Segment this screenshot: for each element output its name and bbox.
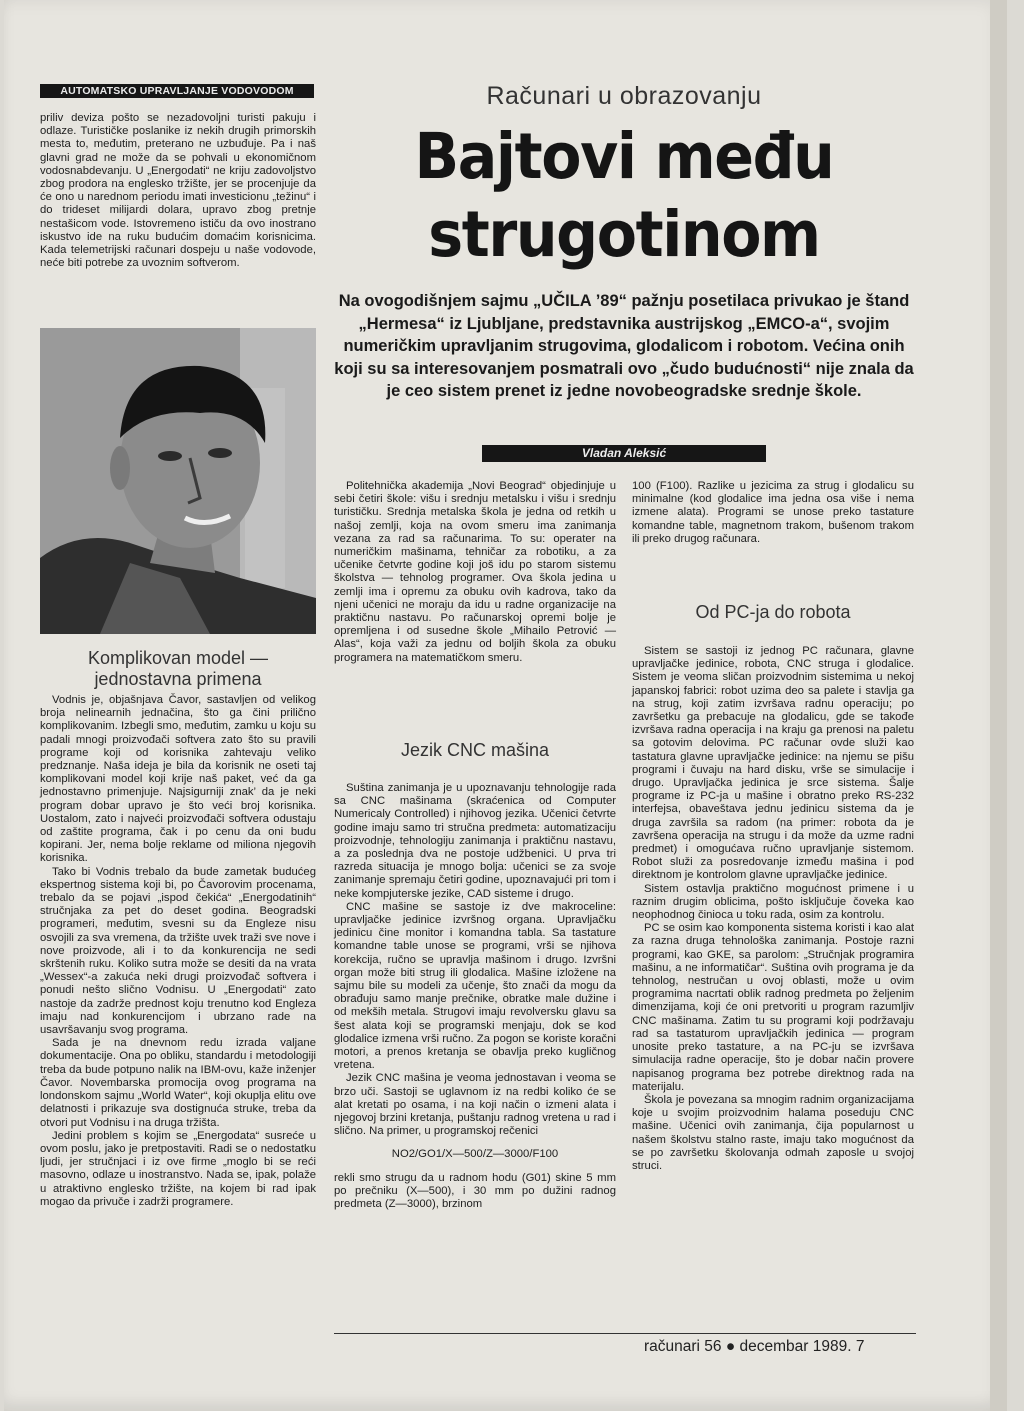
byline: Vladan Aleksić (482, 445, 766, 462)
section-tag: AUTOMATSKO UPRAVLJANJE VODOVODOM (40, 84, 314, 98)
right-paragraph: Sistem ostavlja praktično mogućnost primene i u raznim drugim oblicima, pošto isključuje čoveka kao neophodnog činioca u toku rada, osim za kontrolu. (632, 882, 914, 922)
headline-line-2: strugotinom (428, 198, 820, 271)
middle-column-continued (334, 782, 616, 1211)
footer-bullet: ● (725, 1338, 740, 1355)
right-paragraph: Sistem se sastoji iz jednog PC računara, glavne upravljačke jedinice, robota, CNC struga i glodalice. Sistem je veoma sličan proizvodnim sistemima u nekoj japanskoj fabrici: robot uzima deo sa palete i stavlja ga na strug, koji zatim izvršava radnu operaciju; po završetku ga prebacuje na glodalicu, gde se takođe izvršava radna operacija i na kraju ga prenosi na paletu sa gotovim delovima. PC računar ovde služi kao tastatura glavne upravljačke jedinice: na njemu se pišu programi i čuvaju na hard disku, vrše se simulacije i drugo. Upravljačka jedinica je srce sistema. Šalje programe iz PC-ja u mašine i obratno preko RS-232 interfejsa, obaveštava jednu jedinicu sistema da je druga završila sa radom (na primer: robota da je završena operacija na strugu i da može da uzme radni predmet) i omogućava ručno upravljanje sistemom. Robot služi za posredovanje između mašina i pod direktnom je kontrolom glavne upravljačke jedinice. (632, 645, 914, 882)
middle-paragraph: Politehnička akademija „Novi Beograd“ objedinjuje u sebi četiri škole: višu i srednju metalsku i višu i srednju turističku. Srednja metalska škola je jedna od retkih u našoj zemlji, koja na ovom smeru ima zanimanja vezana za rad sa računarima. To su: operater na numeričkim mašinama, tehničar za robotiku, a za učenike četvrte godine koji još idu po starom sistemu školstva — tehnolog programer. Ova škola jedina u zemlji ima i opremu za obuku ovih kadrova, tako da njeni učenici ne moraju da idu u radne organizacije na praktičnu nastavu. Po računarskoj opremi bolje je opremljena i od susedne škole „Mihailo Petrović — Alas“, koja važi za jednu od boljih škola za obuku programera na matematičkom smeru. (334, 480, 616, 664)
left-subheading: Komplikovan model — jednostavna primena (87, 648, 269, 689)
headline-line-1: Bajtovi među (414, 120, 834, 193)
middle-paragraph: CNC mašine se sastoje iz dve makroceline: upravljačke jedinice izvršnog organa. Upravljačku jedinicu čine monitor i komandna tabla. Sa tastature komandne table unose se programi, vrši se njihova korekcija, ručno se upravlja mašinom i drugo. Izvršni organ može biti strug ili glodalica. Mašine izložene na sajmu bile su modeli za učenje, što znači da mogu da obrađuju samo manje prečnike, obratke male dužine i od mekših metala. Strugovi imaju revolversku glavu sa šest alata koji se programski menjaju, dok se kod glodalice izmena vrši ručno. Za pogon se koriste koračni motori, a prenos kretanja se obavlja preko kugličnog vretena. (334, 900, 616, 1072)
footer (644, 1338, 865, 1356)
right-paragraph: Škola je povezana sa mnogim radnim organizacijama koje u svojim proizvodnim halama poseduju CNC mašine. Učenici ovih zanimanja, čija popularnost u našem školstvu stalno raste, imaju tako mogućnost da se po završetku školovanja odmah zaposle u svojoj struci. (632, 1093, 914, 1172)
code-line: NO2/GO1/X—500/Z—3000/F100 (391, 1148, 559, 1161)
right-intro-column (632, 480, 914, 546)
right-intro-text: 100 (F100). Razlike u jezicima za strug i glodalicu su minimalne (kod glodalice ima jedna osa više i nema izmene alata). Programi se unose preko tastature komandne table, magnetnom trakom, bušenom trakom ili preko drugog računara. (632, 480, 914, 545)
footer-date: decembar 1989. (739, 1338, 852, 1355)
page-edge (990, 0, 1007, 1411)
left-intro-column (40, 112, 316, 270)
left-paragraph: Sada je na dnevnom redu izrada valjane dokumentacije. Ona po obliku, standardu i metodologiji treba da bude potpuno nalik na IBM-ovu, kaže inženjer Čavor. Novembarska promocija ovog programa na londonskom sajmu „World Water“, koji okuplja elitu ove delatnosti i prikazuje sva dostignuća struke, treba da otvori put Vodnisu i na druga tržišta. (40, 1037, 316, 1129)
right-paragraph: PC se osim kao komponenta sistema koristi i kao alat za razna druga tehnološka zanimanja. Postoje razni programi, kao GKE, sa parolom: „Stručnjak programira mašinu, a ne informatičar“. Suština ovih programa je da tehnolog, nestručan u ovoj oblasti, može u ovim programima nacrtati oblik radnog predmeta po željenim dimenzijama, koji će oni pretvoriti u program razumljiv CNC mašinama. Zatim tu su programi koji podržavaju rad sa tastaturom upravljačkih jedinica — program unosite preko tastature, a na PC-ju se izvršava simulacija radne operacije, što je dobar način provere napisanog programa bez potrebe direktnog rada na materijalu. (632, 922, 914, 1093)
kicker: Računari u obrazovanju (486, 82, 762, 110)
left-paragraph: Vodnis je, objašnjava Čavor, sastavljen od velikog broja nelinearnih jednačina, što ga čini prilično komplikovanim. Izbegli smo, međutim, zamku u koju su padali mnogi proizvođači softvera zato što su pravili programe koji od korisnika zahtevaju veliko predznanje. Naša ideja je bila da korisnik ne oseti taj komplikovani model koji krije naš paket, već da ga jednostavno primenjuje. Najsigurniji znak’ da je neki program dobar upravo je što veći broj korisnika. Uostalom, zato i najveći proizvođači softvera odustaju od zaštite programa, čak i po cenu da oni budu kopirani. Jer, nema bolje reklame od miliona njegovih korisnika. (40, 694, 316, 865)
middle-paragraph: Suština zanimanja je u upoznavanju tehnologije rada sa CNC mašinama (skraćenica od Computer Numericaly Controlled) i njihovog jezika. Učenici četvrte godine imaju samo tri stručna predmeta: automatizaciju proizvodnje, tehnologiju zanimanja i praktičnu nastavu, a za poslednja dva ne postoje udžbenici. U prva tri razreda situacija je mnogo bolja: učenici se za svoje zanimanje spremaju četiri godine, upoznavajući pri tom i neke kompjuterske jezike, CAD sisteme i drugo. (334, 782, 616, 900)
left-paragraph: Tako bi Vodnis trebalo da bude zametak budućeg ekspertnog sistema koji bi, po Čavorovim procenama, trebalo da se pojavi „ispod čekića“ „Energodatinih“ stručnjaka za pet do deset godina. Beogradski programeri, međutim, svesni su da Engleze nisu osvojili za sva vremena, da tržište uvek traži sve nove i nove proizvode, ali i to da konkurencija ne sedi skrštenih ruku. Koliko sutra može se desiti da na vrata „Wessex“-a zakuća neki drugi proizvođač softvera i ponudi nešto slično Vodnisu. U „Energodati“ zato nastoje da zadrže prednost koju trenutno kod Engleza imaju nad konkurencijom i ubrzano rade na usavršavanju svog programa. (40, 865, 316, 1037)
left-intro-text: priliv deviza pošto se nezadovoljni turisti pakuju i odlaze. Turističke poslanike iz nekih drugih primorskih mesta to, međutim, preterano ne uzbuđuje. Pa i naš glavni grad ne može da se pohvali u ekonomičnom vodosnabdevanju. U „Energodati“ ne kriju zadovoljstvo zbog prodora na englesko tržište, jer se procenjuje da će ono u narednom periodu imati investicionu „težinu“ i do trideset milijardi dolara, upravo zbog pretnje nestašicom vode. Istovremeno ističu da ovo inostrano iskustvo ide na ruku budućim domaćim korisnicima. Kada telemetrijski računari dospeju u naše vodovode, neće biti potrebe za uvoznim softverom. (40, 112, 316, 270)
left-paragraph: Jedini problem s kojim se „Energodata“ susreće u ovom poslu, jako je pretpostaviti. Radi se o nedostatku ljudi, jer stručnjaci i iz ove firme „moglo bi se reći masovno, odlaze u inostranstvo. Nada se, ipak, polaže u atraktivno englesko tržište, na kojem bi rad ipak mogao da privuče i zadrži programere. (40, 1129, 316, 1208)
right-subheading: Od PC-ja do robota (695, 602, 851, 622)
footer-magazine: računari 56 (644, 1338, 722, 1355)
magazine-page (4, 0, 1007, 1411)
middle-paragraph: Jezik CNC mašina je veoma jednostavan i veoma se brzo uči. Sastoji se uglavnom iz na redbi koliko će se alat kretati po osama, i na koji način o izmeni alata i njegovoj brzini kretanja, puštanju radnog vretena u rad i slično. Na primer, u programskoj rečenici (334, 1072, 616, 1138)
footer-rule (334, 1333, 916, 1334)
footer-page-number: 7 (855, 1338, 865, 1355)
middle-subheading: Jezik CNC mašina (400, 740, 550, 760)
portrait-photo (40, 328, 316, 634)
right-body-column (632, 645, 914, 1173)
lead-paragraph: Na ovogodišnjem sajmu „UČILA ’89“ pažnju posetilaca privukao je štand „Hermesa“ iz Ljubljane, predstavnika austrijskog „EMCO-a“, svojim numeričkim upravljanim strugovima, glodalicom i robotom. Većina onih koji su sa interesovanjem posmatrali ovo „čudo budućnosti“ nije znala da je ceo sistem prenet iz jedne novobeogradske srednje škole. (334, 292, 914, 400)
left-body-column (40, 694, 316, 1209)
headline (354, 118, 893, 274)
middle-paragraph: rekli smo strugu da u radnom hodu (G01) skine 5 mm po prečniku (X—500), i 30 mm po dužini radnog predmeta (Z—3000), brzinom (334, 1171, 616, 1211)
portrait-illustration (40, 328, 316, 634)
middle-column (334, 480, 616, 665)
